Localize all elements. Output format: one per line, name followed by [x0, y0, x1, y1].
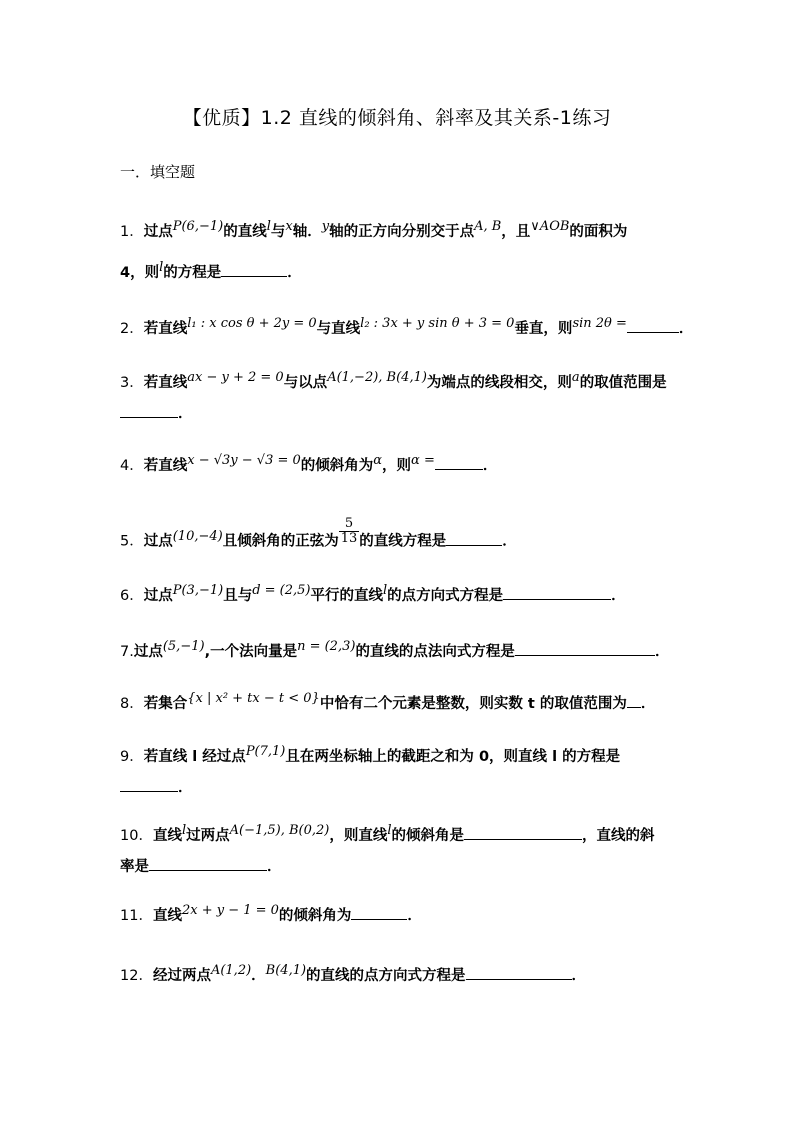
- answer-blank[interactable]: [627, 318, 679, 333]
- q-text: 平行的直线: [310, 588, 383, 604]
- answer-blank[interactable]: [464, 825, 582, 840]
- answer-blank[interactable]: [149, 856, 267, 871]
- math-expr: n = (2,3): [297, 639, 356, 654]
- math-expr: l₂ : 3x + y sin θ + 3 = 0: [360, 316, 515, 331]
- question-number: 6．: [120, 588, 144, 604]
- q-text: ．: [251, 968, 266, 984]
- question-number: 10．: [120, 828, 153, 844]
- q-text: 轴的正方向分别交于点: [329, 224, 475, 240]
- q-text: 若直线: [143, 321, 188, 337]
- math-expr: (5,−1): [162, 639, 205, 654]
- math-expr: x: [285, 219, 293, 234]
- q-text: ．: [654, 644, 670, 660]
- answer-blank[interactable]: [120, 403, 178, 418]
- q-text: 的点方向式方程是: [387, 588, 504, 604]
- q-text: 垂直，则: [514, 321, 573, 337]
- math-expr: P(7,1): [245, 744, 286, 759]
- q-text: 直线: [152, 828, 182, 844]
- q-text: ．: [407, 908, 422, 924]
- q-text: 若直线 l 经过点: [143, 749, 246, 765]
- q-text: 中恰有二个元素是整数，则实数 t 的取值范围为: [319, 696, 627, 712]
- question-1: [120, 219, 680, 243]
- question-number: 12．: [120, 968, 153, 984]
- question-10-cont: [120, 856, 680, 877]
- q-text: 过两点: [186, 828, 230, 844]
- question-number: 9．: [120, 749, 144, 765]
- q-text: 与以点: [283, 375, 328, 391]
- q-text: ，则直线: [329, 828, 388, 844]
- page-title: 【优质】1.2 直线的倾斜角、斜率及其关系-1练习: [182, 107, 612, 129]
- math-expr: l: [159, 260, 164, 275]
- q-text: 的直线方程是: [359, 533, 447, 550]
- q-text: ．: [482, 458, 498, 474]
- question-number: 4．: [120, 458, 144, 474]
- q-text: 的倾斜角是: [391, 828, 465, 844]
- q-text: 若直线: [143, 375, 188, 391]
- q-text: 的倾斜角为: [300, 458, 374, 474]
- q-text: 过点: [133, 644, 163, 660]
- q-text: 的取值范围是: [579, 375, 667, 391]
- math-expr: l: [387, 823, 392, 838]
- math-expr: y: [321, 219, 330, 234]
- q-text: 4，则: [120, 265, 160, 281]
- math-expr: sin 2θ =: [572, 316, 627, 331]
- question-3-cont: [120, 403, 680, 424]
- answer-blank[interactable]: [435, 455, 483, 470]
- q-text: ,一个法向量是: [204, 644, 298, 660]
- question-8: [120, 693, 680, 715]
- q-text: 且倾斜角的正弦为: [222, 533, 339, 550]
- q-text: 若集合: [143, 696, 188, 712]
- q-text: 的面积为: [569, 224, 628, 240]
- answer-blank[interactable]: [120, 777, 178, 792]
- fraction: [339, 517, 360, 546]
- math-expr: x − √3y − √3 = 0: [187, 453, 301, 468]
- q-text: ．: [502, 533, 517, 550]
- answer-blank[interactable]: [446, 531, 502, 546]
- answer-blank[interactable]: [466, 965, 572, 980]
- math-expr: l₁ : x cos θ + 2y = 0: [187, 316, 317, 331]
- q-text: ．: [287, 265, 302, 281]
- question-number: 3．: [120, 375, 144, 391]
- fraction-denominator: 13: [340, 531, 358, 546]
- math-expr: {x | x² + tx − t < 0}: [187, 691, 320, 706]
- math-expr: A(−1,5), B(0,2): [229, 823, 330, 838]
- answer-blank[interactable]: [351, 905, 407, 920]
- answer-blank[interactable]: [627, 693, 641, 708]
- question-12: [120, 965, 680, 987]
- q-text: 与: [270, 224, 286, 240]
- q-text: 与直线: [316, 321, 361, 337]
- question-number: 2．: [120, 321, 144, 337]
- q-text: ，则: [382, 458, 412, 474]
- question-number: 7.: [120, 644, 134, 660]
- math-expr: (10,−4): [172, 528, 223, 544]
- q-text: 若直线: [143, 458, 188, 474]
- math-expr: A(1,−2), B(4,1): [327, 370, 427, 385]
- question-1-cont: [120, 262, 680, 284]
- question-6: [120, 585, 680, 607]
- q-text: 且与: [223, 588, 253, 604]
- q-text: ．: [611, 588, 626, 604]
- q-text: 为端点的线段相交，则: [426, 375, 572, 391]
- math-expr: P(6,−1): [172, 219, 224, 234]
- math-expr: l: [181, 823, 187, 838]
- question-7: [120, 641, 680, 663]
- answer-blank[interactable]: [503, 585, 611, 600]
- question-number: 1．: [120, 224, 144, 240]
- question-10: [120, 825, 680, 847]
- q-text: 的直线: [223, 224, 267, 240]
- q-text: 的直线的点法向式方程是: [355, 644, 515, 660]
- q-text: ．: [678, 321, 694, 337]
- math-expr: l: [383, 583, 388, 598]
- math-expr: ∨AOB: [530, 219, 570, 234]
- q-text: 的方程是: [163, 265, 222, 281]
- math-expr: P(3,−1): [172, 583, 224, 598]
- question-9-cont: [120, 777, 680, 798]
- q-text: ．: [178, 780, 193, 796]
- q-text: 过点: [143, 588, 173, 604]
- q-text: ．: [571, 968, 587, 984]
- math-expr: l: [266, 219, 271, 234]
- question-5: [120, 516, 680, 556]
- q-text: ．: [178, 406, 193, 422]
- question-number: 11．: [120, 908, 153, 924]
- math-expr: a: [571, 370, 580, 385]
- q-text: 的倾斜角为: [278, 908, 352, 924]
- math-expr: 2x + y − 1 = 0: [181, 903, 279, 918]
- answer-blank[interactable]: [515, 641, 655, 656]
- question-9: [120, 744, 680, 768]
- question-11: [120, 905, 680, 927]
- q-text: 轴．: [292, 224, 322, 240]
- math-expr: A, B: [474, 219, 502, 234]
- q-text: 率是: [120, 859, 149, 875]
- q-text: 直线: [152, 908, 182, 924]
- q-text: ，直线的斜: [582, 828, 655, 844]
- q-text: 的直线的点方向式方程是: [306, 968, 466, 984]
- answer-blank[interactable]: [221, 262, 287, 277]
- q-text: 且在两坐标轴上的截距之和为 0，则直线 l 的方程是: [285, 749, 621, 765]
- question-number: 8．: [120, 696, 144, 712]
- math-expr: α: [373, 453, 383, 468]
- math-expr: B(4,1): [265, 963, 307, 978]
- fraction-numerator: 5: [339, 517, 360, 532]
- question-3: [120, 370, 680, 394]
- q-text: 经过两点: [152, 968, 211, 984]
- math-expr: A(1,2): [210, 963, 252, 978]
- question-number: 5．: [120, 533, 144, 550]
- q-text: ．: [640, 696, 656, 712]
- q-text: ．: [267, 859, 282, 875]
- q-text: ，且: [501, 224, 531, 240]
- math-expr: α =: [411, 453, 435, 468]
- math-expr: d = (2,5): [252, 583, 311, 598]
- q-text: 过点: [143, 224, 173, 240]
- math-expr: ax − y + 2 = 0: [187, 370, 284, 385]
- question-2: [120, 316, 694, 340]
- q-text: 过点: [143, 533, 173, 550]
- question-4: [120, 455, 680, 477]
- section-heading: 一．填空题: [120, 163, 196, 181]
